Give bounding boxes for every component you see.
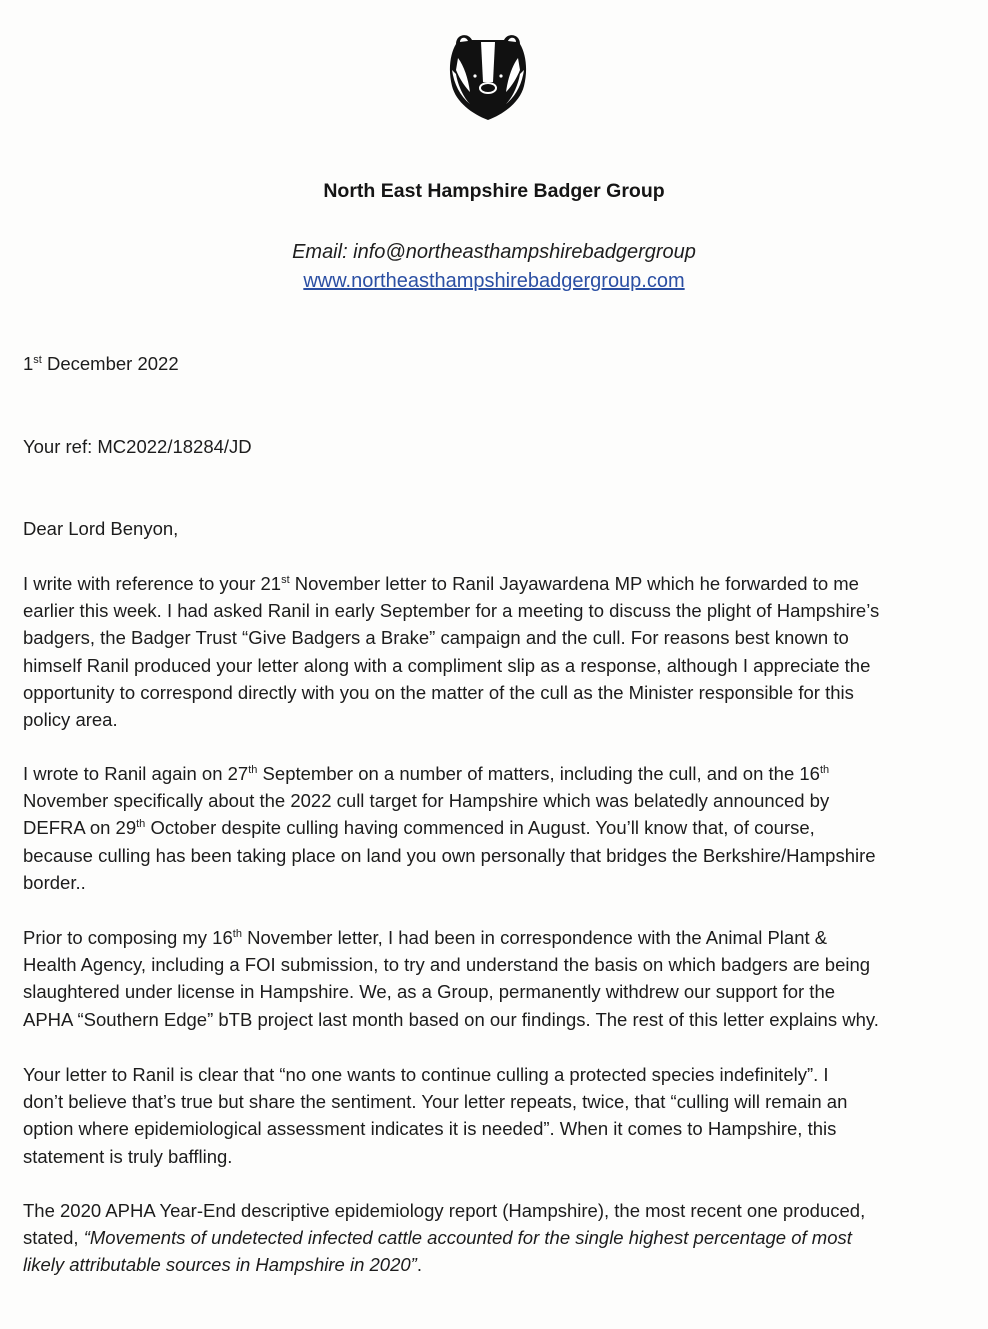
text-line: Your letter to Ranil is clear that “no one wants to continue culling a protected species indefinitely”. I (23, 1064, 829, 1085)
text-line: earlier this week. I had asked Ranil in early September for a meeting to discuss the plight of Hampshire’s (23, 600, 880, 622)
org-website (0, 270, 988, 293)
text-line: Health Agency, including a FOI submission, to try and understand the basis on which badgers are being (23, 954, 871, 976)
letter-date: 1st December 2022 (23, 353, 179, 374)
paragraph-4 (23, 1061, 968, 1170)
quote-text: likely attributable sources in Hampshire in 2020” (23, 1254, 417, 1276)
text-line: stated, “Movements of undetected infected cattle accounted for the single highest percentage of most (23, 1227, 852, 1249)
text-line: opportunity to correspond directly with you on the matter of the cull as the Minister responsible for this (23, 681, 854, 703)
paragraph-3 (23, 924, 968, 1033)
quote-text: “Movements of undetected infected cattle accounted for the single highest percentage of most (83, 1227, 852, 1249)
text-line: badgers, the Badger Trust “Give Badgers a Brake” campaign and the cull. For reasons best known to (23, 627, 849, 649)
paragraph-5 (23, 1197, 968, 1279)
badger-head-icon (446, 30, 530, 122)
salutation: Dear Lord Benyon, (23, 518, 179, 539)
text-line: himself Ranil produced your letter along with a compliment slip as a response, although I appreciate the (23, 654, 871, 676)
text-line: The 2020 APHA Year-End descriptive epidemiology report (Hampshire), the most recent one produced, (23, 1200, 866, 1221)
text-line: don’t believe that’s true but share the sentiment. Your letter repeats, twice, that “culling will remain an (23, 1091, 848, 1113)
org-name: North East Hampshire Badger Group (323, 180, 665, 202)
text-line: DEFRA on 29th October despite culling having commenced in August. You’ll know that, of course, (23, 817, 815, 839)
paragraph-1 (23, 570, 968, 733)
text-line: APHA “Southern Edge” bTB project last month based on our findings. The rest of this letter explains why. (23, 1008, 879, 1030)
org-email: Email: info@northeasthampshirebadgergroup (292, 241, 696, 263)
text-line: policy area. (23, 709, 118, 731)
text-line: likely attributable sources in Hampshire in 2020”. (23, 1254, 422, 1276)
text-line: option where epidemiological assessment indicates it is needed”. When it comes to Hampshire, this (23, 1118, 837, 1140)
text-line: because culling has been taking place on land you own personally that bridges the Berkshire/Hampshire (23, 844, 876, 866)
text-line: slaughtered under license in Hampshire. We, as a Group, permanently withdrew our support for the (23, 981, 836, 1003)
text-line: statement is truly baffling. (23, 1145, 233, 1167)
text-line: I wrote to Ranil again on 27th September on a number of matters, including the cull, and on the 16th (23, 763, 830, 784)
text-line: border.. (23, 871, 86, 893)
text-line: November specifically about the 2022 cull target for Hampshire which was belatedly announced by (23, 790, 830, 812)
paragraph-2 (23, 760, 968, 896)
text-line: I write with reference to your 21st November letter to Ranil Jayawardena MP which he forwarded to me (23, 573, 859, 594)
text-line: Prior to composing my 16th November letter, I had been in correspondence with the Animal Plant & (23, 927, 828, 948)
reference-line: Your ref: MC2022/18284/JD (23, 436, 252, 457)
website-link[interactable]: www.northeasthampshirebadgergroup.com (303, 270, 685, 292)
